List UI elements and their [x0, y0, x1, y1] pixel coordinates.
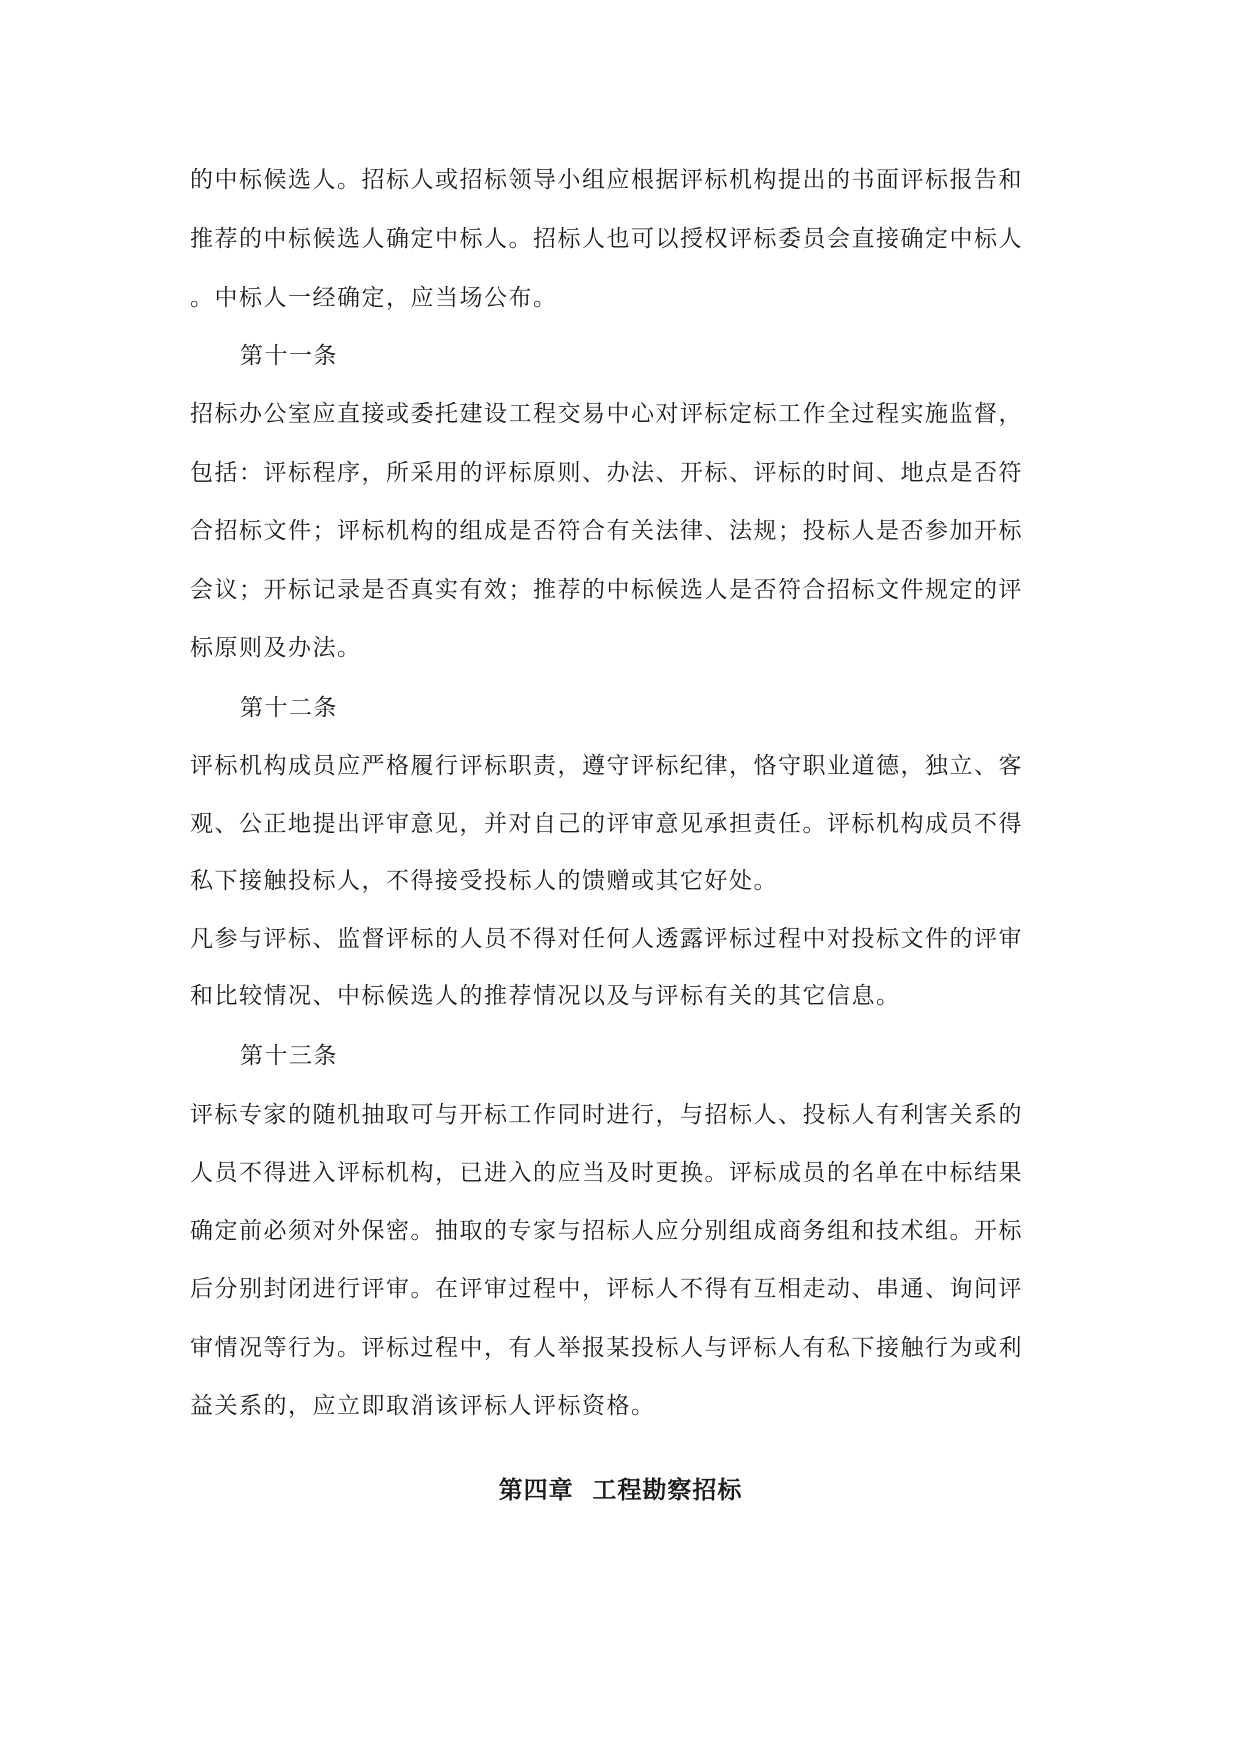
article-heading: 第十二条 — [240, 695, 338, 721]
paragraph-line: 推荐的中标候选人确定中标人。招标人也可以授权评标委员会直接确定中标人 — [190, 226, 1023, 252]
article-heading: 第十一条 — [240, 343, 338, 369]
chapter-heading: 第四章 工程勘察招标 — [498, 1475, 743, 1504]
paragraph-line: 观、公正地提出评审意见，并对自己的评审意见承担责任。评标机构成员不得 — [190, 811, 1023, 837]
paragraph-line: 合招标文件；评标机构的组成是否符合有关法律、法规；投标人是否参加开标 — [190, 518, 1023, 544]
paragraph-line: 评标专家的随机抽取可与开标工作同时进行，与招标人、投标人有利害关系的 — [190, 1102, 1023, 1128]
paragraph-line: 确定前必须对外保密。抽取的专家与招标人应分别组成商务组和技术组。开标 — [190, 1218, 1023, 1244]
paragraph-line: 私下接触投标人，不得接受投标人的馈赠或其它好处。 — [190, 868, 778, 894]
paragraph-line: 包括：评标程序，所采用的评标原则、办法、开标、评标的时间、地点是否符 — [190, 460, 1023, 486]
paragraph-line: 。中标人一经确定，应当场公布。 — [190, 285, 558, 311]
paragraph-line: 标原则及办法。 — [190, 635, 362, 661]
paragraph-line: 招标办公室应直接或委托建设工程交易中心对评标定标工作全过程实施监督， — [190, 401, 1023, 427]
paragraph-line: 人员不得进入评标机构，已进入的应当及时更换。评标成员的名单在中标结果 — [190, 1160, 1023, 1186]
paragraph-line: 评标机构成员应严格履行评标职责，遵守评标纪律，恪守职业道德，独立、客 — [190, 753, 1023, 779]
paragraph-line: 凡参与评标、监督评标的人员不得对任何人透露评标过程中对投标文件的评审 — [190, 926, 1023, 952]
paragraph-line: 审情况等行为。评标过程中，有人举报某投标人与评标人有私下接触行为或利 — [190, 1335, 1023, 1361]
paragraph-line: 会议；开标记录是否真实有效；推荐的中标候选人是否符合招标文件规定的评 — [190, 577, 1023, 603]
paragraph-line: 益关系的，应立即取消该评标人评标资格。 — [190, 1393, 656, 1419]
paragraph-line: 和比较情况、中标候选人的推荐情况以及与评标有关的其它信息。 — [190, 983, 901, 1009]
article-heading: 第十三条 — [240, 1043, 338, 1069]
paragraph-line: 后分别封闭进行评审。在评审过程中，评标人不得有互相走动、串通、询问评 — [190, 1276, 1023, 1302]
paragraph-line: 的中标候选人。招标人或招标领导小组应根据评标机构提出的书面评标报告和 — [190, 167, 1023, 193]
